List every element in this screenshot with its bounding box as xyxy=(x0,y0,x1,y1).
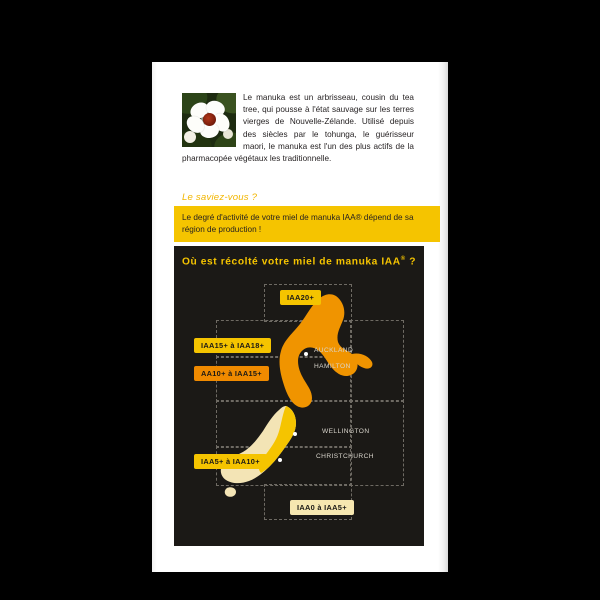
grade-label-aa10-15[interactable]: AA10+ à IAA15+ xyxy=(194,366,269,381)
stewart-island-shape xyxy=(225,487,236,497)
city-wellington: WELLINGTON xyxy=(322,428,370,435)
auckland-dot xyxy=(304,352,308,356)
city-christchurch: CHRISTCHURCH xyxy=(316,453,374,460)
did-you-know-heading: Le saviez-vous ? xyxy=(182,192,258,203)
map-title-registered: ® xyxy=(400,256,406,262)
fact-text: Le degré d'activité de votre miel de manuka IAA® dépend de sa région de production ! xyxy=(182,213,414,234)
grade-label-iaa20[interactable]: IAA20+ xyxy=(280,290,321,305)
intro-block xyxy=(182,92,414,165)
map-title-question: ? xyxy=(409,256,417,268)
city-hamilton: HAMILTON xyxy=(314,363,351,370)
wellington-dot xyxy=(293,432,297,436)
intro-paragraph: Le manuka est un arbrisseau, cousin du tea tree, qui pousse à l'état sauvage sur les terres vierges de Nouvelle-Zélande. Utilisé depuis des siècles par le tohunga, le guérisseur maori, le manuka est l'un des plus actifs de la pharmacopée végétaux les traditionnelle. xyxy=(182,93,414,164)
package-left-edge xyxy=(152,62,157,572)
grade-label-iaa0-5[interactable]: IAA0 à IAA5+ xyxy=(290,500,354,515)
map-panel xyxy=(174,246,424,546)
grade-label-iaa5-10[interactable]: IAA5+ à IAA10+ xyxy=(194,454,267,469)
city-auckland: AUCKLAND xyxy=(314,347,354,354)
grade-label-iaa15-18[interactable]: IAA15+ à IAA18+ xyxy=(194,338,271,353)
product-package xyxy=(152,62,448,572)
manuka-flower-photo xyxy=(182,93,236,147)
package-right-edge xyxy=(438,62,448,572)
map-title xyxy=(174,256,424,267)
fact-banner xyxy=(174,206,440,242)
map-title-text: Où est récolté votre miel de manuka IAA xyxy=(181,256,401,268)
new-zealand-map xyxy=(186,276,412,534)
christchurch-dot xyxy=(278,458,282,462)
